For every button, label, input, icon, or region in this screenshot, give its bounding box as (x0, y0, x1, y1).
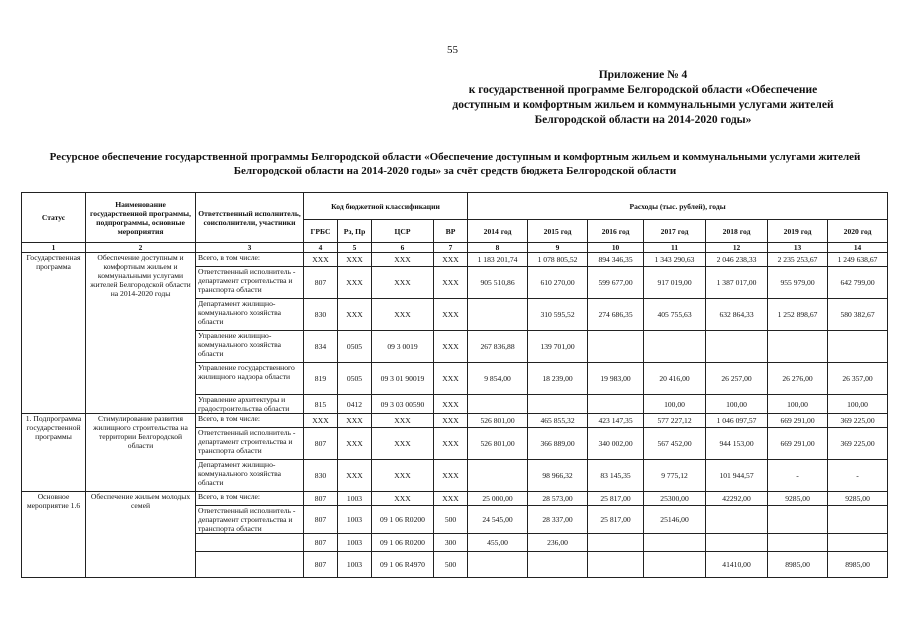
expense-value-cell: 26 257,00 (706, 363, 768, 395)
expense-value-cell: - (768, 460, 828, 492)
expense-value-cell: 267 836,88 (468, 331, 528, 363)
column-number: 13 (768, 243, 828, 253)
column-number: 1 (22, 243, 86, 253)
csr-cell: XXX (372, 428, 434, 460)
column-number: 7 (434, 243, 468, 253)
expense-value-cell: 669 291,00 (768, 414, 828, 428)
expense-value-cell: 2 235 253,67 (768, 253, 828, 267)
rz-pr-cell: 0505 (338, 331, 372, 363)
expense-value-cell: 100,00 (828, 395, 888, 414)
expense-value-cell: 83 145,35 (588, 460, 644, 492)
expense-value-cell: 905 510,86 (468, 267, 528, 299)
expense-value-cell: 1 343 290,63 (644, 253, 706, 267)
header-name: Наименование государственной программы, подпрограммы, основные мероприятия (86, 193, 196, 243)
expense-value-cell: 455,00 (468, 534, 528, 552)
rz-pr-cell: 1003 (338, 506, 372, 534)
executor-cell: Управление архитектуры и градостроительства области (196, 395, 304, 414)
csr-cell: XXX (372, 414, 434, 428)
grbs-cell: 807 (304, 492, 338, 506)
expense-value-cell: 1 249 638,67 (828, 253, 888, 267)
vr-cell: XXX (434, 253, 468, 267)
vr-cell: XXX (434, 395, 468, 414)
header-year: 2016 год (588, 220, 644, 243)
document-title (20, 150, 890, 178)
appendix-line-3: доступным и комфортным жильем и коммунальными услугами жителей (452, 99, 834, 111)
grbs-cell: 807 (304, 552, 338, 578)
expense-value-cell (468, 395, 528, 414)
grbs-cell: 807 (304, 428, 338, 460)
vr-cell: 500 (434, 552, 468, 578)
csr-cell: XXX (372, 492, 434, 506)
executor-cell: Ответственный исполнитель - департамент строительства и транспорта области (196, 267, 304, 299)
csr-cell: 09 3 0019 (372, 331, 434, 363)
expense-value-cell (588, 534, 644, 552)
executor-cell: Департамент жилищно-коммунального хозяйства области (196, 299, 304, 331)
vr-cell: XXX (434, 492, 468, 506)
expense-value-cell: 25300,00 (644, 492, 706, 506)
expense-value-cell: 41410,00 (706, 552, 768, 578)
expense-value-cell: 24 545,00 (468, 506, 528, 534)
expense-value-cell (644, 331, 706, 363)
csr-cell: 09 3 01 90019 (372, 363, 434, 395)
status-cell: 1. Подпрограмма государственной программы (22, 414, 86, 492)
rz-pr-cell: 1003 (338, 552, 372, 578)
expense-value-cell: 2 046 238,33 (706, 253, 768, 267)
expense-value-cell (644, 552, 706, 578)
expense-value-cell: 100,00 (706, 395, 768, 414)
column-number: 8 (468, 243, 528, 253)
vr-cell: 500 (434, 506, 468, 534)
column-number: 2 (86, 243, 196, 253)
expense-value-cell: 8985,00 (768, 552, 828, 578)
expense-value-cell: 610 270,00 (528, 267, 588, 299)
csr-cell: 09 3 03 00590 (372, 395, 434, 414)
appendix-line-2: к государственной программе Белгородской области «Обеспечение (468, 84, 818, 96)
csr-cell: 09 1 06 R4970 (372, 552, 434, 578)
expense-value-cell (644, 534, 706, 552)
header-vr: ВР (434, 220, 468, 243)
expense-value-cell: 1 183 201,74 (468, 253, 528, 267)
executor-cell (196, 534, 304, 552)
column-number: 4 (304, 243, 338, 253)
rz-pr-cell: XXX (338, 299, 372, 331)
column-number: 3 (196, 243, 304, 253)
rz-pr-cell: XXX (338, 414, 372, 428)
header-rz-pr: Рз, Пр (338, 220, 372, 243)
expense-value-cell: 101 944,57 (706, 460, 768, 492)
expense-value-cell: 100,00 (644, 395, 706, 414)
executor-cell: Всего, в том числе: (196, 492, 304, 506)
grbs-cell: 807 (304, 506, 338, 534)
expense-value-cell: 1 046 097,57 (706, 414, 768, 428)
expense-value-cell: 1 078 805,52 (528, 253, 588, 267)
table-body (22, 253, 888, 578)
vr-cell: XXX (434, 363, 468, 395)
expense-value-cell: 642 799,00 (828, 267, 888, 299)
expense-value-cell: 580 382,67 (828, 299, 888, 331)
expense-value-cell: 369 225,00 (828, 428, 888, 460)
expense-value-cell: 405 755,63 (644, 299, 706, 331)
column-number: 14 (828, 243, 888, 253)
expense-value-cell: 669 291,00 (768, 428, 828, 460)
csr-cell: 09 1 06 R0200 (372, 534, 434, 552)
expense-value-cell (828, 506, 888, 534)
expense-value-cell: 25146,00 (644, 506, 706, 534)
expense-value-cell: 274 686,35 (588, 299, 644, 331)
expense-value-cell: 917 019,00 (644, 267, 706, 299)
column-number: 9 (528, 243, 588, 253)
expense-value-cell: 526 801,00 (468, 428, 528, 460)
table-row (22, 414, 888, 428)
expense-value-cell (768, 331, 828, 363)
executor-cell: Ответственный исполнитель - департамент строительства и транспорта области (196, 428, 304, 460)
column-number: 10 (588, 243, 644, 253)
expense-value-cell: 9285,00 (768, 492, 828, 506)
rz-pr-cell: XXX (338, 460, 372, 492)
expense-value-cell: 28 337,00 (528, 506, 588, 534)
expense-value-cell: 25 817,00 (588, 506, 644, 534)
column-number: 6 (372, 243, 434, 253)
header-year: 2020 год (828, 220, 888, 243)
rz-pr-cell: 0505 (338, 363, 372, 395)
expense-value-cell: 28 573,00 (528, 492, 588, 506)
csr-cell: 09 1 06 R0200 (372, 506, 434, 534)
executor-cell: Ответственный исполнитель - департамент строительства и транспорта области (196, 506, 304, 534)
grbs-cell: 830 (304, 299, 338, 331)
expense-value-cell: 18 239,00 (528, 363, 588, 395)
expense-value-cell: 369 225,00 (828, 414, 888, 428)
expense-value-cell: 139 701,00 (528, 331, 588, 363)
title-line-1: Ресурсное обеспечение государственной программы Белгородской области «Обеспечение доступным и комфортным жильем и коммунальными услугами жителей (49, 151, 861, 163)
expense-value-cell: 8985,00 (828, 552, 888, 578)
resource-table (21, 192, 888, 578)
status-cell: Государственная программа (22, 253, 86, 414)
grbs-cell: 834 (304, 331, 338, 363)
expense-value-cell: 955 979,00 (768, 267, 828, 299)
grbs-cell: 807 (304, 534, 338, 552)
executor-cell: Управление государственного жилищного надзора области (196, 363, 304, 395)
expense-value-cell: 894 346,35 (588, 253, 644, 267)
expense-value-cell: 465 855,32 (528, 414, 588, 428)
expense-value-cell: - (828, 460, 888, 492)
csr-cell: XXX (372, 299, 434, 331)
rz-pr-cell: 1003 (338, 534, 372, 552)
expense-value-cell: 577 227,12 (644, 414, 706, 428)
expense-value-cell: 526 801,00 (468, 414, 528, 428)
expense-value-cell: 366 889,00 (528, 428, 588, 460)
expense-value-cell: 1 387 017,00 (706, 267, 768, 299)
grbs-cell: 815 (304, 395, 338, 414)
expense-value-cell (588, 552, 644, 578)
expense-value-cell: 42292,00 (706, 492, 768, 506)
appendix-line-1: Приложение № 4 (598, 69, 688, 81)
rz-pr-cell: XXX (338, 267, 372, 299)
vr-cell: XXX (434, 414, 468, 428)
expense-value-cell: 340 002,00 (588, 428, 644, 460)
expense-value-cell: 25 000,00 (468, 492, 528, 506)
expense-value-cell: 944 153,00 (706, 428, 768, 460)
header-year: 2017 год (644, 220, 706, 243)
csr-cell: XXX (372, 253, 434, 267)
title-line-2: Белгородской области на 2014-2020 годы» за счёт средств бюджета Белгородской области (233, 165, 677, 177)
vr-cell: XXX (434, 299, 468, 331)
header-year: 2019 год (768, 220, 828, 243)
grbs-cell: XXX (304, 414, 338, 428)
expense-value-cell: 9 854,00 (468, 363, 528, 395)
expense-value-cell (468, 460, 528, 492)
expense-value-cell: 310 595,52 (528, 299, 588, 331)
grbs-cell: 830 (304, 460, 338, 492)
expense-value-cell: 236,00 (528, 534, 588, 552)
expense-value-cell: 26 276,00 (768, 363, 828, 395)
page-number: 55 (447, 44, 458, 56)
expense-value-cell: 567 452,00 (644, 428, 706, 460)
header-expenses: Расходы (тыс. рублей), годы (468, 193, 888, 220)
executor-cell: Всего, в том числе: (196, 253, 304, 267)
vr-cell: 300 (434, 534, 468, 552)
csr-cell: XXX (372, 460, 434, 492)
program-name-cell: Обеспечение жильем молодых семей (86, 492, 196, 578)
expense-value-cell (706, 534, 768, 552)
executor-cell (196, 552, 304, 578)
expense-value-cell (528, 552, 588, 578)
vr-cell: XXX (434, 267, 468, 299)
expense-value-cell (468, 299, 528, 331)
expense-value-cell (828, 534, 888, 552)
table-row (22, 253, 888, 267)
header-csr: ЦСР (372, 220, 434, 243)
header-grbs: ГРБС (304, 220, 338, 243)
header-year: 2015 год (528, 220, 588, 243)
executor-cell: Департамент жилищно-коммунального хозяйства области (196, 460, 304, 492)
expense-value-cell (588, 331, 644, 363)
expense-value-cell: 9285,00 (828, 492, 888, 506)
header-executor: Ответственный исполнитель, соисполнители, участники (196, 193, 304, 243)
expense-value-cell: 632 864,33 (706, 299, 768, 331)
header-status: Статус (22, 193, 86, 243)
executor-cell: Управление жилищно-коммунального хозяйства области (196, 331, 304, 363)
csr-cell: XXX (372, 267, 434, 299)
appendix-line-4: Белгородской области на 2014-2020 годы» (534, 114, 752, 126)
header-budget-code: Код бюджетной классификации (304, 193, 468, 220)
expense-value-cell: 98 966,32 (528, 460, 588, 492)
expense-value-cell (768, 506, 828, 534)
status-cell: Основное мероприятие 1.6 (22, 492, 86, 578)
expense-value-cell: 26 357,00 (828, 363, 888, 395)
table-row (22, 492, 888, 506)
expense-value-cell (706, 506, 768, 534)
grbs-cell: XXX (304, 253, 338, 267)
grbs-cell: 807 (304, 267, 338, 299)
header-year: 2014 год (468, 220, 528, 243)
expense-value-cell (828, 331, 888, 363)
vr-cell: XXX (434, 460, 468, 492)
rz-pr-cell: 1003 (338, 492, 372, 506)
column-number: 11 (644, 243, 706, 253)
expense-value-cell (588, 395, 644, 414)
expense-value-cell (706, 331, 768, 363)
expense-value-cell: 19 983,00 (588, 363, 644, 395)
expense-value-cell (468, 552, 528, 578)
appendix-heading (433, 68, 853, 128)
vr-cell: XXX (434, 331, 468, 363)
expense-value-cell: 599 677,00 (588, 267, 644, 299)
expense-value-cell: 20 416,00 (644, 363, 706, 395)
expense-value-cell: 100,00 (768, 395, 828, 414)
expense-value-cell (768, 534, 828, 552)
rz-pr-cell: XXX (338, 428, 372, 460)
expense-value-cell: 9 775,12 (644, 460, 706, 492)
executor-cell: Всего, в том числе: (196, 414, 304, 428)
header-year: 2018 год (706, 220, 768, 243)
column-number: 12 (706, 243, 768, 253)
expense-value-cell: 423 147,35 (588, 414, 644, 428)
expense-value-cell: 25 817,00 (588, 492, 644, 506)
column-number: 5 (338, 243, 372, 253)
grbs-cell: 819 (304, 363, 338, 395)
program-name-cell: Стимулирование развития жилищного строительства на территории Белгородской области (86, 414, 196, 492)
rz-pr-cell: XXX (338, 253, 372, 267)
rz-pr-cell: 0412 (338, 395, 372, 414)
program-name-cell: Обеспечение доступным и комфортным жильем и коммунальными услугами жителей Белгородской области на 2014-2020 годы (86, 253, 196, 414)
vr-cell: XXX (434, 428, 468, 460)
expense-value-cell (528, 395, 588, 414)
expense-value-cell: 1 252 898,67 (768, 299, 828, 331)
